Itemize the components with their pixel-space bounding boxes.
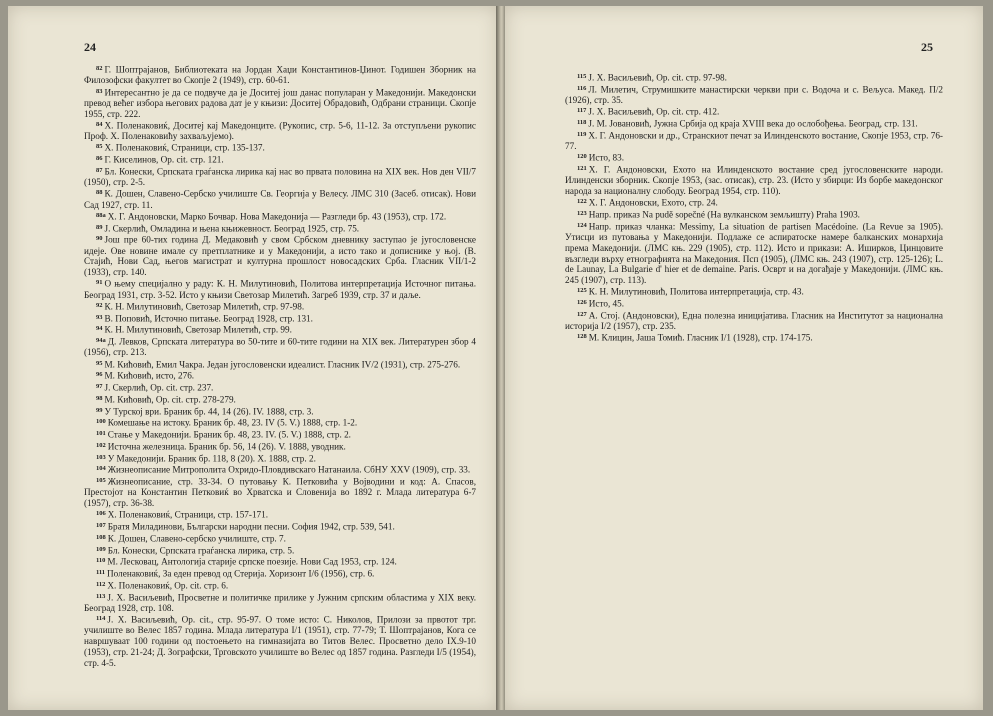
footnote-text: Ј. Скерлић, Op. cit. стр. 237. xyxy=(104,382,214,393)
page-number: 25 xyxy=(921,40,933,54)
footnote-number: 87 xyxy=(96,166,103,174)
footnote-text: Интересантно је да се подвуче да је Доситеј још данас популаран у Македонији. Македонски превод већег избора његових радова дат је у књизи: Доситеј Обрадовић, Одбрани страници. Скопје 1955, стр. 222. xyxy=(84,87,476,119)
footnote-number: 94a xyxy=(96,337,106,344)
footnote xyxy=(565,152,943,163)
footnote-number: 120 xyxy=(577,153,587,161)
footnote xyxy=(84,568,476,579)
footnote-number: 125 xyxy=(577,287,587,295)
footnote xyxy=(84,453,476,464)
footnote-number: 118 xyxy=(577,119,587,126)
footnote xyxy=(84,234,476,278)
footnote-number: 107 xyxy=(96,522,106,529)
footnote-number: 109 xyxy=(96,545,106,553)
footnote-number: 86 xyxy=(96,155,103,162)
footnote-number: 99 xyxy=(96,406,103,414)
left-page xyxy=(8,6,498,710)
footnote xyxy=(565,221,943,286)
footnote-number: 91 xyxy=(96,279,103,287)
footnote-number: 117 xyxy=(577,107,587,115)
footnote-text: Ј. Х. Васиљевић, Просветне и политичке прилике у Јужним српским областима у XIX веку. Београд 1928, стр. 108. xyxy=(84,592,476,613)
footnote-text: Х. Г. Андоновски, Ехото, стр. 24. xyxy=(588,197,718,208)
footnote xyxy=(84,87,476,120)
footnote-number: 84 xyxy=(96,120,103,128)
footnote-number: 112 xyxy=(96,580,106,588)
footnote-text: Ј. Х. Васиљевић, Op. cit., стр. 95-97. О томе исто: С. Николов, Прилози за првотот трг. училиште во Велес 1857 година. Млада литература I/1 (1951), стр. 77-79; Т. Шоптрајанов, Кога се навршуваат 100 години од постоењето на гимназијата во Титов Велес. Просветно дело IX.9-10 (1953), стр. 21-24; Д. Зографски, Трговското училиште во Велес од 1857 година. Разгледи I/5 (1954), стр. 4-5. xyxy=(84,614,476,668)
footnote xyxy=(84,521,476,532)
footnote-number: 111 xyxy=(96,569,106,576)
footnote-text: Х. Поленаковиќ, Страници, стр. 135-137. xyxy=(104,142,265,153)
footnote xyxy=(84,476,476,509)
footnote xyxy=(84,301,476,312)
footnote-number: 113 xyxy=(96,592,106,600)
footnote-number: 116 xyxy=(577,84,587,92)
footnote-number: 106 xyxy=(96,510,106,518)
footnote-number: 96 xyxy=(96,371,103,379)
footnote xyxy=(84,211,476,222)
footnote xyxy=(84,278,476,300)
footnote-text: Стање у Македонији. Браник бр. 48, 23. IV. (5. V.) 1888, стр. 2. xyxy=(107,429,351,440)
footnote-text: Х. Поленаковиќ, Op. cit. стр. 6. xyxy=(107,580,229,591)
footnote-text: А. Стој. (Андоновски), Една полезна иницијатива. Гласник на Институтот за национална историја I/2 (1957), стр. 235. xyxy=(565,310,943,331)
footnote xyxy=(84,580,476,591)
footnote xyxy=(84,64,476,86)
footnote-text: Исто, 45. xyxy=(588,298,625,309)
footnote-text: У Турској ври. Браник бр. 44, 14 (26). IV. 1888, стр. 3. xyxy=(104,406,314,416)
right-page xyxy=(505,6,983,710)
footnote xyxy=(84,188,476,210)
footnote-text: М. Лесковац, Антологија старије српске поезије. Нови Сад 1953, стр. 124. xyxy=(107,556,397,567)
footnote xyxy=(84,394,476,405)
footnote xyxy=(84,336,476,358)
footnote-number: 105 xyxy=(96,477,106,484)
footnote xyxy=(84,464,476,475)
footnote xyxy=(84,592,476,614)
footnote-text: К. Н. Милутиновић, Светозар Милетић, стр. 97-98. xyxy=(104,301,305,312)
footnote-text: Исто, 83. xyxy=(588,152,625,163)
footnote-text: Жизнеописание Митрополита Охридо-Пловдивскаго Натанаила. СбНУ XXV (1909), стр. 33. xyxy=(107,464,471,475)
footnote-number: 128 xyxy=(577,333,587,341)
footnote-number: 95 xyxy=(96,359,103,367)
footnote-number: 93 xyxy=(96,313,103,321)
footnote-list xyxy=(84,64,476,669)
footnote xyxy=(84,142,476,153)
footnote-number: 110 xyxy=(96,557,106,565)
footnote-number: 121 xyxy=(577,165,587,172)
footnote-number: 123 xyxy=(577,210,587,217)
footnote-text: О њему специјално у раду: К. Н. Милутиновић, Политова интерпретација Источног питања. Београд 1931, стр. 3-52. Исто у књизи Светозар Милетић. Загреб 1939, стр. 37 и даље. xyxy=(84,278,476,300)
footnote xyxy=(565,197,943,208)
footnote-text: Г. Киселинов, Op. cit. стр. 121. xyxy=(104,154,224,165)
footnote-number: 102 xyxy=(96,441,106,449)
footnote-text: Ј. Х. Васиљевић, Op. cit. стр. 97-98. xyxy=(588,72,727,83)
footnote xyxy=(84,166,476,188)
footnote-text: К. Н. Милутиновић, Светозар Милетић, стр. 99. xyxy=(104,324,292,335)
footnote-text: Бл. Конески, Српската граѓанска лирика кај нас во првата половина на XIX век. Нов ден VII/7 (1950), стр. 2-5. xyxy=(84,166,476,187)
footnote-number: 85 xyxy=(96,143,103,151)
footnote xyxy=(84,429,476,440)
footnote xyxy=(565,72,943,83)
footnote-text: Ј. Х. Васиљевић, Op. cit. стр. 412. xyxy=(588,106,720,117)
footnote-number: 126 xyxy=(577,299,587,306)
footnote xyxy=(84,441,476,452)
footnote-text: В. Поповић, Источно питање. Београд 1928, стр. 131. xyxy=(104,313,313,323)
footnote-text: М. Кићовић, исто, 276. xyxy=(104,370,195,381)
footnote xyxy=(84,556,476,567)
footnote xyxy=(565,130,943,152)
footnote xyxy=(84,313,476,324)
footnote xyxy=(84,120,476,142)
footnote-number: 88a xyxy=(96,211,106,219)
footnote xyxy=(565,310,943,332)
footnote-text: К. Дошен, Славено-сербско училиште, стр. 7. xyxy=(107,533,286,544)
footnote-text: Жизнеописание, стр. 33-34. О путовању К. Петковића у Војводини и код: А. Спасов, Престојот на Константин Петковиќ во Хрватска и Словенија во 1892 г. Млада литература 6-7 (1957), стр. 36-38. xyxy=(84,476,476,508)
footnote-number: 98 xyxy=(96,394,103,402)
footnote-text: К. Н. Милутиновић, Политова интерпретација, стр. 43. xyxy=(588,286,804,297)
footnote-text: М. Кићовић, Op. cit. стр. 278-279. xyxy=(104,394,236,405)
footnote-text: Х. Г. Андоновски, Ехото на Илинденското востание сред југословенските народи. Илинденски зборник. Скопје 1953, (зас. отисак), стр. 23. (Исто у збирци: Из борбе македонског народа за националну слободу. Београд 1954, стр. 110). xyxy=(565,164,943,196)
footnote xyxy=(565,84,943,106)
footnote-number: 104 xyxy=(96,465,106,473)
footnote xyxy=(84,417,476,428)
footnote xyxy=(84,382,476,393)
footnote-text: Х. Поленаковиќ, Страници, стр. 157-171. xyxy=(107,509,269,520)
footnote xyxy=(84,406,476,417)
footnote-number: 100 xyxy=(96,418,106,426)
footnote-text: Х. Г. Андоновски и др., Странскиот печат за Илинденското востание, Скопје 1953, стр. 76-77. xyxy=(565,130,943,151)
footnote-text: Ј. Скерлић, Омладина и њена књижевност. Београд 1925, стр. 75. xyxy=(104,223,360,233)
footnote xyxy=(565,164,943,197)
footnote-text: Л. Милетич, Струмишките манастирски черкви при с. Водоча и с. Вељуса. Макед. П/2 (1926), стр. 35. xyxy=(565,84,943,105)
footnote-text: Напр. приказ чланка: Messimy, La situation de partisen Macédoine. (La Revue за 1905). Утисци из путовања у Македонији. Подлаже се аспиратоске намере балканских монархија према Македонији. (ЛМС књ. 229 (1905), стр. 112). Исто и прикази: А. Иширков, Цинцовите възгледи върху етнографията на Македония. Псп (1905), (ЛМС књ. 243 (1907), стр. 125-126); L. de Launay, La Bulgarie d' hier et de demaine. Paris. Осврт и на догађаје у Македонији. (ЛМС књ. 245 (1907), стр. 113). xyxy=(565,221,943,285)
footnote-text: Источна железница. Браник бр. 56, 14 (26). V. 1888, уводник. xyxy=(107,441,346,452)
footnote xyxy=(84,545,476,556)
footnote-number: 127 xyxy=(577,310,587,318)
footnote-text: Напр. приказ Na pudě sopečné (На вулканском земљишту) Praha 1903. xyxy=(588,209,860,220)
footnote-number: 103 xyxy=(96,453,106,461)
footnote-text: Још пре 60-тих година Д. Медаковић у свом Србском дневнику заступао је југословенске идеје. Ове новине имале су претплатнике и у Македонији, а исто тако и дописнике у њој. (В. Стајић, Нови Сад, његов магистрат и културна прошлост новосадских Срба. Гласник VII/1-2 (1933), стр. 140. xyxy=(84,234,476,277)
footnote-text: Комешање на истоку. Браник бр. 48, 23. IV (5. V.) 1888, стр. 1-2. xyxy=(107,417,358,428)
footnote-text: Ј. М. Јовановић, Јужна Србија од краја XVIII века до ослобођења. Београд, стр. 131. xyxy=(588,118,918,129)
footnote xyxy=(84,370,476,381)
footnote-number: 94 xyxy=(96,325,103,333)
footnote xyxy=(84,223,476,234)
footnote xyxy=(84,509,476,520)
footnote xyxy=(84,154,476,165)
footnote-number: 92 xyxy=(96,301,103,309)
footnote-text: Д. Левков, Српската литература во 50-тите и 60-тите години на XIX век. Литературен збор 4 (1956), стр. 213. xyxy=(84,336,476,358)
footnote-text: Г. Шоптрајанов, Библиотеката на Јордан Хаџи Константинов-Џинот. Годишен Зборник на Филозофски факултет во Скопје 2 (1949), стр. 60-61. xyxy=(84,64,476,86)
footnote-list xyxy=(565,72,943,344)
footnote xyxy=(565,332,943,343)
footnote-number: 108 xyxy=(96,533,106,541)
footnote-number: 90 xyxy=(96,235,103,243)
footnote-number: 101 xyxy=(96,430,106,437)
footnote xyxy=(84,324,476,335)
footnote-number: 114 xyxy=(96,615,106,622)
page-number: 24 xyxy=(84,40,96,54)
footnote xyxy=(84,359,476,370)
footnote-text: Х. Г. Андоновски, Марко Бочвар. Нова Македонија — Разгледи бр. 43 (1953), стр. 172. xyxy=(107,211,447,222)
footnote-text: Поленаковиќ, За еден превод од Стерија. Хоризонт I/6 (1956), стр. 6. xyxy=(107,568,375,579)
footnote xyxy=(565,286,943,297)
footnote-number: 124 xyxy=(577,221,587,229)
footnote-number: 119 xyxy=(577,130,587,138)
footnote-text: М. Клицин, Јаша Томић. Гласник I/1 (1928), стр. 174-175. xyxy=(588,332,813,343)
footnote xyxy=(565,106,943,117)
footnote xyxy=(565,298,943,309)
footnote-text: У Македонији. Браник бр. 118, 8 (20). X. 1888, стр. 2. xyxy=(107,453,316,463)
footnote-text: Бл. Конески, Српската граѓанска лирика, стр. 5. xyxy=(107,545,295,555)
footnote-text: М. Кићовић, Емил Чакра. Један југословенски идеалист. Гласник IV/2 (1931), стр. 275-276. xyxy=(104,359,461,369)
footnote-text: Х. Поленаковиќ, Доситеј кај Македонците. (Рукопис, стр. 5-6, 11-12. За отступљени рукопис Проф. Х. Поленаковићу захваљујемо). xyxy=(84,120,476,141)
footnote-text: Братя Миладинови, Български народни песни. София 1942, стр. 539, 541. xyxy=(107,521,395,532)
footnote xyxy=(84,614,476,668)
footnote-number: 88 xyxy=(96,189,103,197)
footnote xyxy=(565,118,943,129)
footnote-number: 89 xyxy=(96,223,103,231)
footnote-number: 82 xyxy=(96,65,103,72)
footnote xyxy=(84,533,476,544)
footnote-number: 122 xyxy=(577,198,587,206)
footnote-number: 83 xyxy=(96,87,103,95)
footnote xyxy=(565,209,943,220)
footnote-number: 97 xyxy=(96,383,103,390)
footnote-text: К. Дошен, Славено-Сербско училиште Св. Георгија у Велесу. ЛМС 310 (Засеб. отисак). Нови Сад 1927, стр. 11. xyxy=(84,188,476,210)
footnote-number: 115 xyxy=(577,73,587,80)
